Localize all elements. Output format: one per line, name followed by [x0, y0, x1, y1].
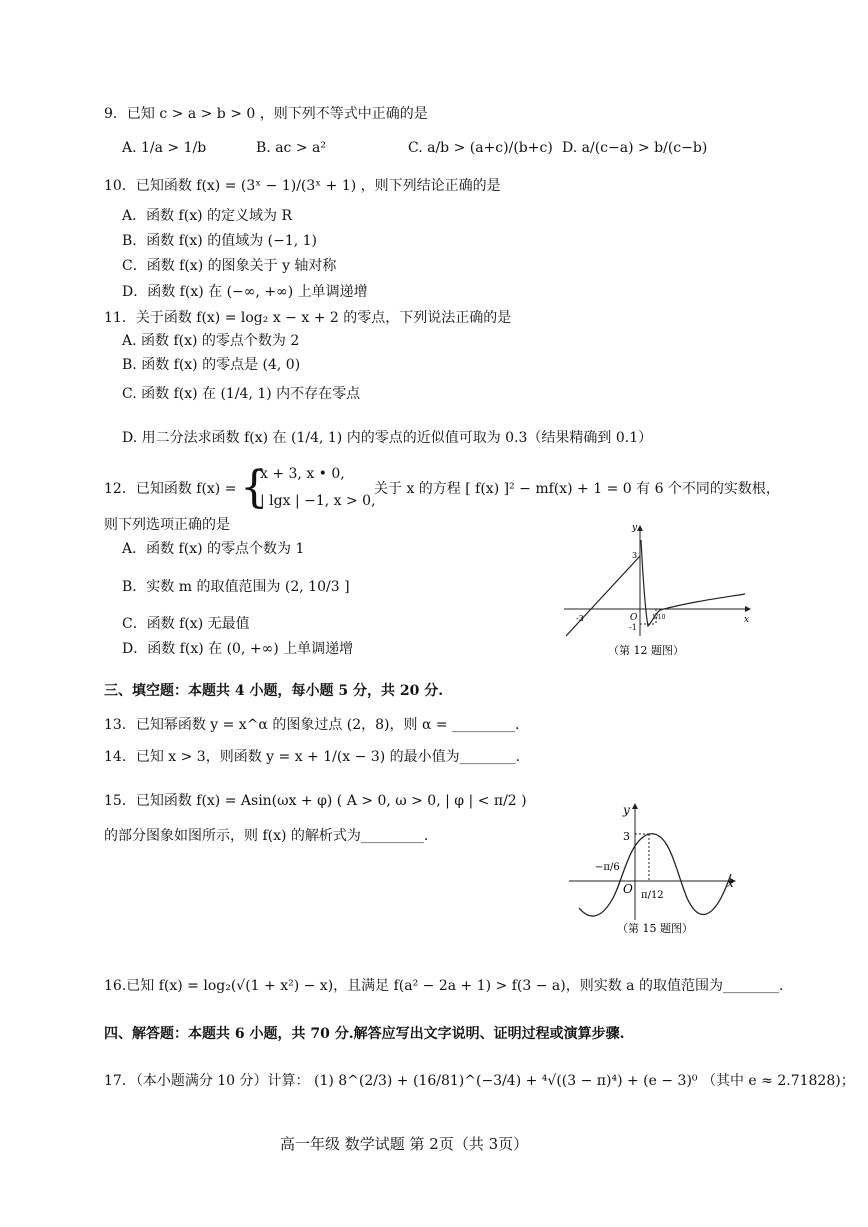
q15-x-label: x — [727, 876, 734, 890]
q10-option-b: B．函数 f(x) 的值域为 (−1, 1) — [122, 233, 318, 249]
q9-option-b: B. ac > a² — [256, 140, 326, 156]
q15-stem-a: 15．已知函数 f(x) = Asin(ωx + φ) ( A > 0, ω > 0, | φ | < π/2 ) — [104, 793, 527, 809]
q12-option-a: A．函数 f(x) 的零点个数为 1 — [122, 541, 305, 557]
q10-option-d: D．函数 f(x) 在 (−∞, +∞) 上单调递增 — [122, 284, 368, 300]
q12-tick-neg1: -1 — [629, 623, 637, 632]
q15-sine-curve — [579, 834, 731, 916]
q12-option-d: D．函数 f(x) 在 (0, +∞) 上单调递增 — [122, 641, 354, 657]
q12-case1: x + 3, x • 0, — [260, 466, 345, 482]
q15-tick-pi12: π/12 — [641, 890, 664, 901]
q10-option-a: A．函数 f(x) 的定义域为 R — [122, 208, 293, 224]
q12-tick-neg3: -3 — [576, 614, 584, 623]
q11-option-a: A. 函数 f(x) 的零点个数为 2 — [122, 333, 300, 349]
q15-stem-b: 的部分图象如图所示，则 f(x) 的解析式为_________. — [104, 828, 429, 844]
q11-option-d: D. 用二分法求函数 f(x) 在 (1/4, 1) 内的零点的近似值可取为 0.3（结果精确到 0.1） — [122, 430, 653, 446]
q15-origin-label: O — [623, 882, 633, 896]
q12-stem-b: 关于 x 的方程 [ f(x) ]² − mf(x) + 1 = 0 有 6 个不同的实数根， — [374, 481, 780, 497]
q12-origin-label: O — [630, 613, 638, 623]
q9-stem: 9．已知 c > a > b > 0 ，则下列不等式中正确的是 — [104, 106, 428, 122]
q12-x-label: x — [744, 615, 750, 625]
q12-tick-tenth: 1/10 — [652, 614, 666, 621]
q12-option-c: C．函数 f(x) 无最值 — [122, 616, 250, 632]
section3-heading: 三、填空题：本题共 4 小题，每小题 5 分，共 20 分. — [104, 683, 444, 699]
q12-stem-c: 则下列选项正确的是 — [104, 517, 230, 533]
q15-tick-3: 3 — [623, 830, 630, 843]
q17-text: 17．（本小题满分 10 分）计算： (1) 8^(2/3) + (16/81)^(−3/4) + ⁴√((3 − π)⁴) + (e − 3)⁰ （其中 e ≈ 2.71828)； — [104, 1073, 855, 1089]
q12-figure — [560, 518, 760, 663]
q15-y-label: y — [623, 803, 630, 817]
q16-text: 16.已知 f(x) = log₂(√(1 + x²) − x)，且满足 f(a² − 2a + 1) > f(3 − a)，则实数 a 的取值范围为________. — [104, 978, 784, 994]
q12-stem-a: 12．已知函数 f(x) = — [104, 481, 237, 497]
q15-caption: （第 15 题图） — [617, 922, 693, 935]
q9-option-a: A. 1/a > 1/b — [122, 140, 207, 156]
page-footer: 高一年级 数学试题 第 2页（共 3页） — [280, 1135, 529, 1153]
q12-y-label: y — [632, 523, 638, 533]
q10-option-c: C．函数 f(x) 的图象关于 y 轴对称 — [122, 258, 337, 274]
q10-stem: 10．已知函数 f(x) = (3ˣ − 1)/(3ˣ + 1) ，则下列结论正确的是 — [104, 178, 501, 194]
q12-case2: | lgx | −1, x > 0, — [260, 493, 376, 509]
q12-brace: { — [240, 462, 268, 513]
q12-tick-3: 3 — [632, 551, 638, 560]
q14-text: 14．已知 x > 3，则函数 y = x + 1/(x − 3) 的最小值为________. — [104, 749, 521, 765]
q11-option-b: B. 函数 f(x) 的零点是 (4, 0) — [122, 357, 301, 373]
section4-heading: 四、解答题：本题共 6 小题，共 70 分.解答应写出文字说明、证明过程或演算步骤. — [104, 1026, 625, 1042]
q15-figure — [565, 798, 745, 940]
q9-option-c: C. a/b > (a+c)/(b+c) — [408, 140, 553, 156]
q9-option-d: D. a/(c−a) > b/(c−b) — [562, 140, 708, 156]
q12-caption: （第 12 题图） — [608, 644, 684, 657]
q13-text: 13．已知幂函数 y = x^α 的图象过点 (2，8)，则 α = _________. — [104, 717, 520, 733]
q15-tick-neg-pi6: −π/6 — [595, 862, 620, 873]
q11-stem: 11．关于函数 f(x) = log₂ x − x + 2 的零点，下列说法正确的是 — [104, 310, 512, 326]
q12-option-b: B．实数 m 的取值范围为 (2, 10/3 ] — [122, 579, 350, 595]
q11-option-c: C. 函数 f(x) 在 (1/4, 1) 内不存在零点 — [122, 386, 361, 402]
